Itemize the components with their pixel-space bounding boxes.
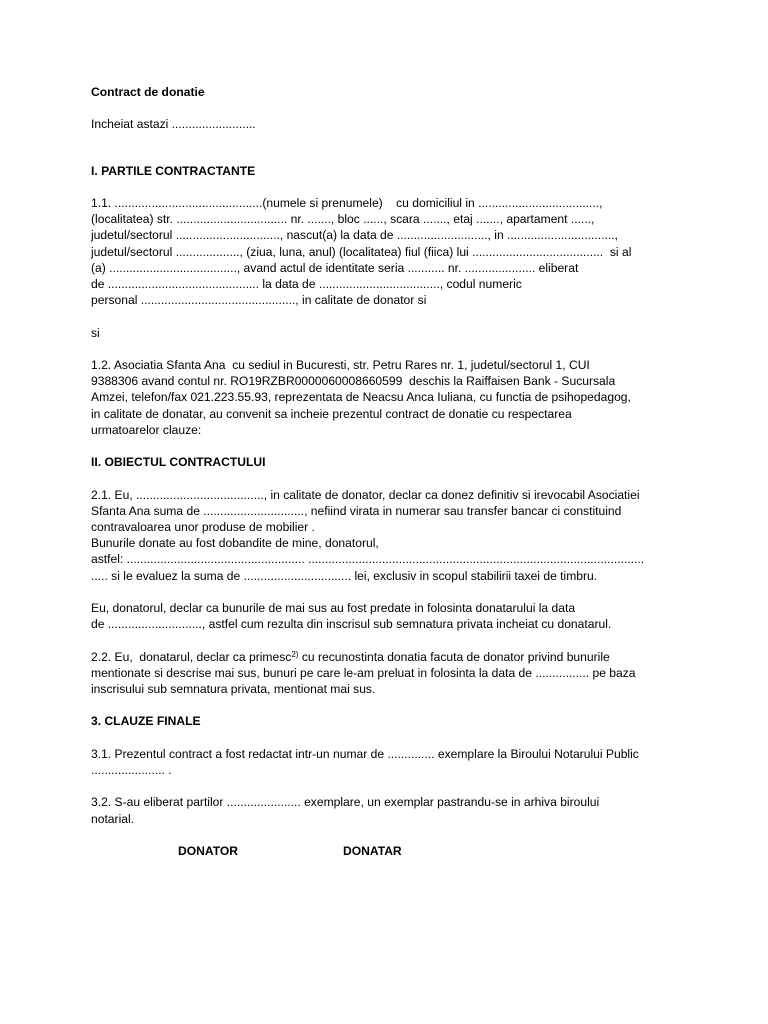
signature-block (91, 843, 676, 859)
paragraph-line: Eu, donatorul, declar ca bunurile de mai sus au fost predate in folosinta donatarului la data (91, 600, 576, 615)
paragraph-donation-object (91, 487, 676, 584)
spacer (91, 632, 676, 648)
paragraph-line: de ............................, astfel cum rezulta din inscrisul sub semnatura privata incheiat cu donatarul. (91, 617, 612, 632)
spacer (91, 697, 676, 713)
paragraph-line: (a) ......................................, avand actul de identitate seria ........... nr. ..................... eliberat (91, 260, 579, 275)
paragraph-line: astfel: ..................................................... .................................................................................................... (91, 552, 645, 567)
paragraph-line: 1.1. ............................................(numele si prenumele) cu domiciliul in ...................................., (91, 195, 603, 210)
paragraph-line: judetul/sectorul ..................., (ziua, luna, anul) (localitatea) fiul (fiica) lui ....................................... si al (91, 244, 632, 259)
paragraph-donor-identity (91, 195, 676, 308)
document-title: Contract de donatie (91, 85, 205, 99)
paragraph-line: judetul/sectorul ..............................., nascut(a) la data de ..........................., in ................................, (91, 228, 618, 243)
paragraph-line: 9388306 avand contul nr. RO19RZBR0000060008660599 deschis la Raiffaisen Bank - Sucursala (91, 374, 616, 389)
contract-document (91, 84, 676, 859)
conjunction-si: si (91, 325, 100, 340)
section-heading-parties: I. PARTILE CONTRACTANTE (91, 163, 256, 178)
concluded-line: Incheiat astazi ......................... (91, 117, 256, 132)
spacer (91, 100, 676, 116)
spacer (91, 308, 676, 324)
spacer (91, 179, 676, 195)
paragraph-line-with-footnote (91, 649, 676, 665)
text-before-footnote: 2.2. Eu, donatarul, declar ca primesc (91, 649, 292, 664)
spacer (91, 133, 676, 163)
paragraph-line: contravaloarea unor produse de mobilier . (91, 519, 315, 534)
paragraph-line: notarial. (91, 811, 135, 826)
section-heading-object: II. OBIECTUL CONTRACTULUI (91, 455, 266, 470)
paragraph-line: Amzei, telefon/fax 021.223.55.93, reprezentata de Neacsu Anca Iuliana, cu functia de psihopedagog, (91, 390, 631, 405)
paragraph-line: 2.1. Eu, ......................................, in calitate de donator, declar ca donez definitiv si irevocabil Asociatiei (91, 487, 640, 502)
paragraph-copies-notary (91, 746, 676, 778)
paragraph-line: de ............................................. la data de ...................................., codul numeric (91, 277, 522, 291)
spacer (91, 827, 676, 843)
paragraph-line: mentionate si descrise mai sus, bunuri pe care le-am preluat in folosinta la data de ................ pe baza (91, 665, 636, 680)
paragraph-line: ...................... . (91, 762, 172, 777)
paragraph-donee-declaration (91, 649, 676, 698)
paragraph-donor-declaration (91, 600, 676, 632)
text-after-footnote: cu recunostinta donatia facuta de donator privind bunurile (298, 649, 610, 664)
paragraph-line: urmatoarelor clauze: (91, 422, 202, 437)
spacer (91, 730, 676, 746)
spacer (91, 438, 676, 454)
paragraph-line: 3.2. S-au eliberat partilor ...................... exemplare, un exemplar pastrandu-se in arhiva biroului (91, 795, 600, 810)
signature-label-donor: DONATOR (178, 843, 239, 858)
paragraph-line: (localitatea) str. ................................. nr. ......., bloc ......, scara ......., etaj ......., apartament ......, (91, 212, 595, 227)
paragraph-line: 1.2. Asociatia Sfanta Ana cu sediul in Bucuresti, str. Petru Rares nr. 1, judetul/sectorul 1, CUI (91, 357, 590, 372)
paragraph-copies-parties (91, 794, 676, 826)
paragraph-line: ..... si le evaluez la suma de ................................ lei, exclusiv in scopul stabilirii taxei de timbru. (91, 568, 598, 583)
spacer (91, 341, 676, 357)
paragraph-line: in calitate de donatar, au convenit sa incheie prezentul contract de donatie cu respectarea (91, 406, 572, 421)
section-heading-final-clauses: 3. CLAUZE FINALE (91, 714, 201, 729)
signature-label-donee: DONATAR (343, 843, 402, 858)
spacer (91, 778, 676, 794)
footnote-marker: 2) (291, 649, 299, 659)
paragraph-line: Bunurile donate au fost dobandite de mine, donatorul, (91, 536, 379, 551)
paragraph-donee-identity (91, 357, 676, 438)
paragraph-line: 3.1. Prezentul contract a fost redactat intr-un numar de .............. exemplare la Biroului Notarului Public (91, 746, 639, 761)
paragraph-line: Sfanta Ana suma de .............................., nefiind virata in numerar sau transfer bancar ci constituind (91, 503, 622, 518)
spacer (91, 584, 676, 600)
paragraph-line: personal .............................................., in calitate de donator si (91, 293, 427, 308)
paragraph-line: inscrisului sub semnatura privata, mentionat mai sus. (91, 681, 376, 696)
spacer (91, 470, 676, 486)
